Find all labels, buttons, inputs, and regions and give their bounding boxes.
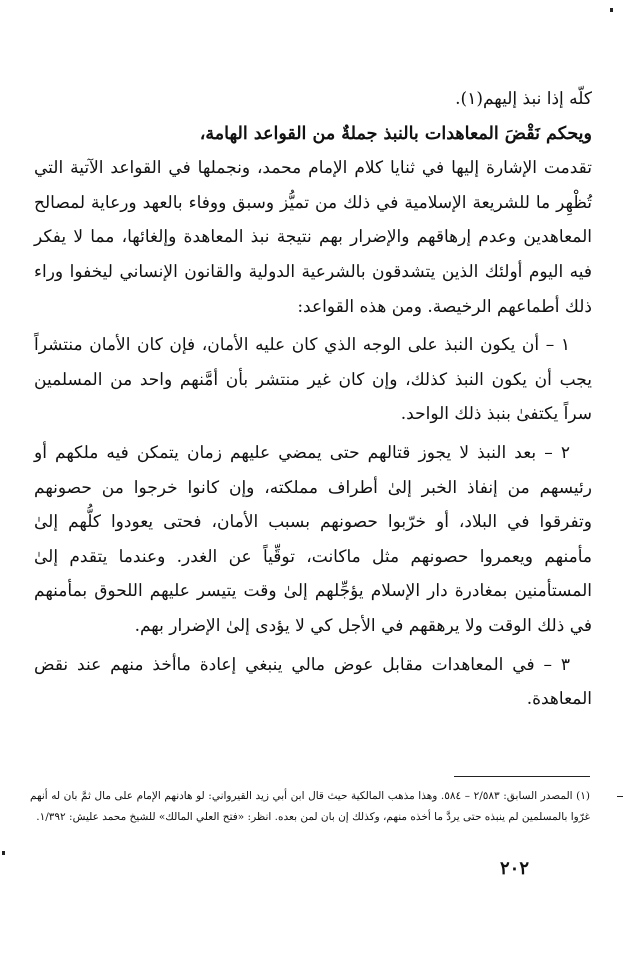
scan-speck — [617, 796, 623, 797]
rule-2: ٢ – بعد النبذ لا يجوز قتالهم حتى يمضي عليهم زمان يتمكن فيه ملكهم أو رئيسهم من إنفاذ الخبر إلىٰ أطراف مملكته، وإن كانوا خرجوا من حصونهم وتفرقوا في البلاد، أو خرّبوا حصونهم بسبب الأمان، فحتى يعودوا كلُّهم إلىٰ مأمنهم ويعمروا حصونهم مثل ماكانت، توقِّياً عن الغدر. وعندما يتقدم إلىٰ المستأمنين بمغادرة دار الإسلام يؤجِّلهم إلىٰ وقت يتيسر عليهم اللحوق بمأمنهم في ذلك الوقت ولا يرهقهم في الأجل كي لا يؤدى إلىٰ الإضرار بهم. — [34, 442, 592, 636]
paragraph-continuation: كلّه إذا نبذ إليهم(١). — [455, 89, 592, 109]
footnotes — [30, 786, 590, 828]
scan-speck — [2, 851, 5, 855]
rule-3: ٣ – في المعاهدات مقابل عوض مالي ينبغي إعادة ماأخذ منهم عند نقض المعاهدة. — [34, 654, 592, 710]
page-number: ٢٠٢ — [500, 858, 530, 879]
main-text — [34, 82, 592, 717]
rule-1: ١ – أن يكون النبذ على الوجه الذي كان عليه الأمان، فإن كان الأمان منتشراً يجب أن يكون النبذ كذلك، وإن كان غير منتشر بأن أمَّنهم واحد من المسلمين سراً يكتفىٰ بنبذ ذلك الواحد. — [34, 335, 592, 425]
footnote-separator — [454, 776, 590, 777]
footnote-1: (١) المصدر السابق: ٢/٥٨٣ – ٥٨٤. وهذا مذهب المالكية حيث قال ابن أبي زيد القيرواني: لو هادنهم الإمام على مال ثمَّ بان له أنهم غرّوا بالمسلمين لم ينبذه حتى يردَّ ما أخذه منهم، وكذلك إن بان لمن بعده. انظر: «فتح العلي المالك» للشيخ محمد عليش: ١/٣٩٢. — [30, 790, 590, 823]
scan-speck — [610, 8, 613, 12]
paragraph-intro: تقدمت الإشارة إليها في ثنايا كلام الإمام محمد، ونجملها في القواعد الآتية التي تُظْهِر ما للشريعة الإسلامية في ذلك من تميُّز وسبق ووفاء بالعهد ورعاية لمصالح المعاهدين وعدم إرهاقهم والإضرار بهم نتيجة نبذ المعاهدة وإلغائها، مما لا يفكر فيه اليوم أولئك الذين يتشدقون بالشرعية الدولية والقانون الإنساني ليخفوا وراء ذلك أطماعهم الرخيصة. ومن هذه القواعد: — [34, 158, 592, 317]
section-heading: ويحكم نَقْضَ المعاهدات بالنبذ جملةٌ من القواعد الهامة، — [199, 123, 592, 144]
